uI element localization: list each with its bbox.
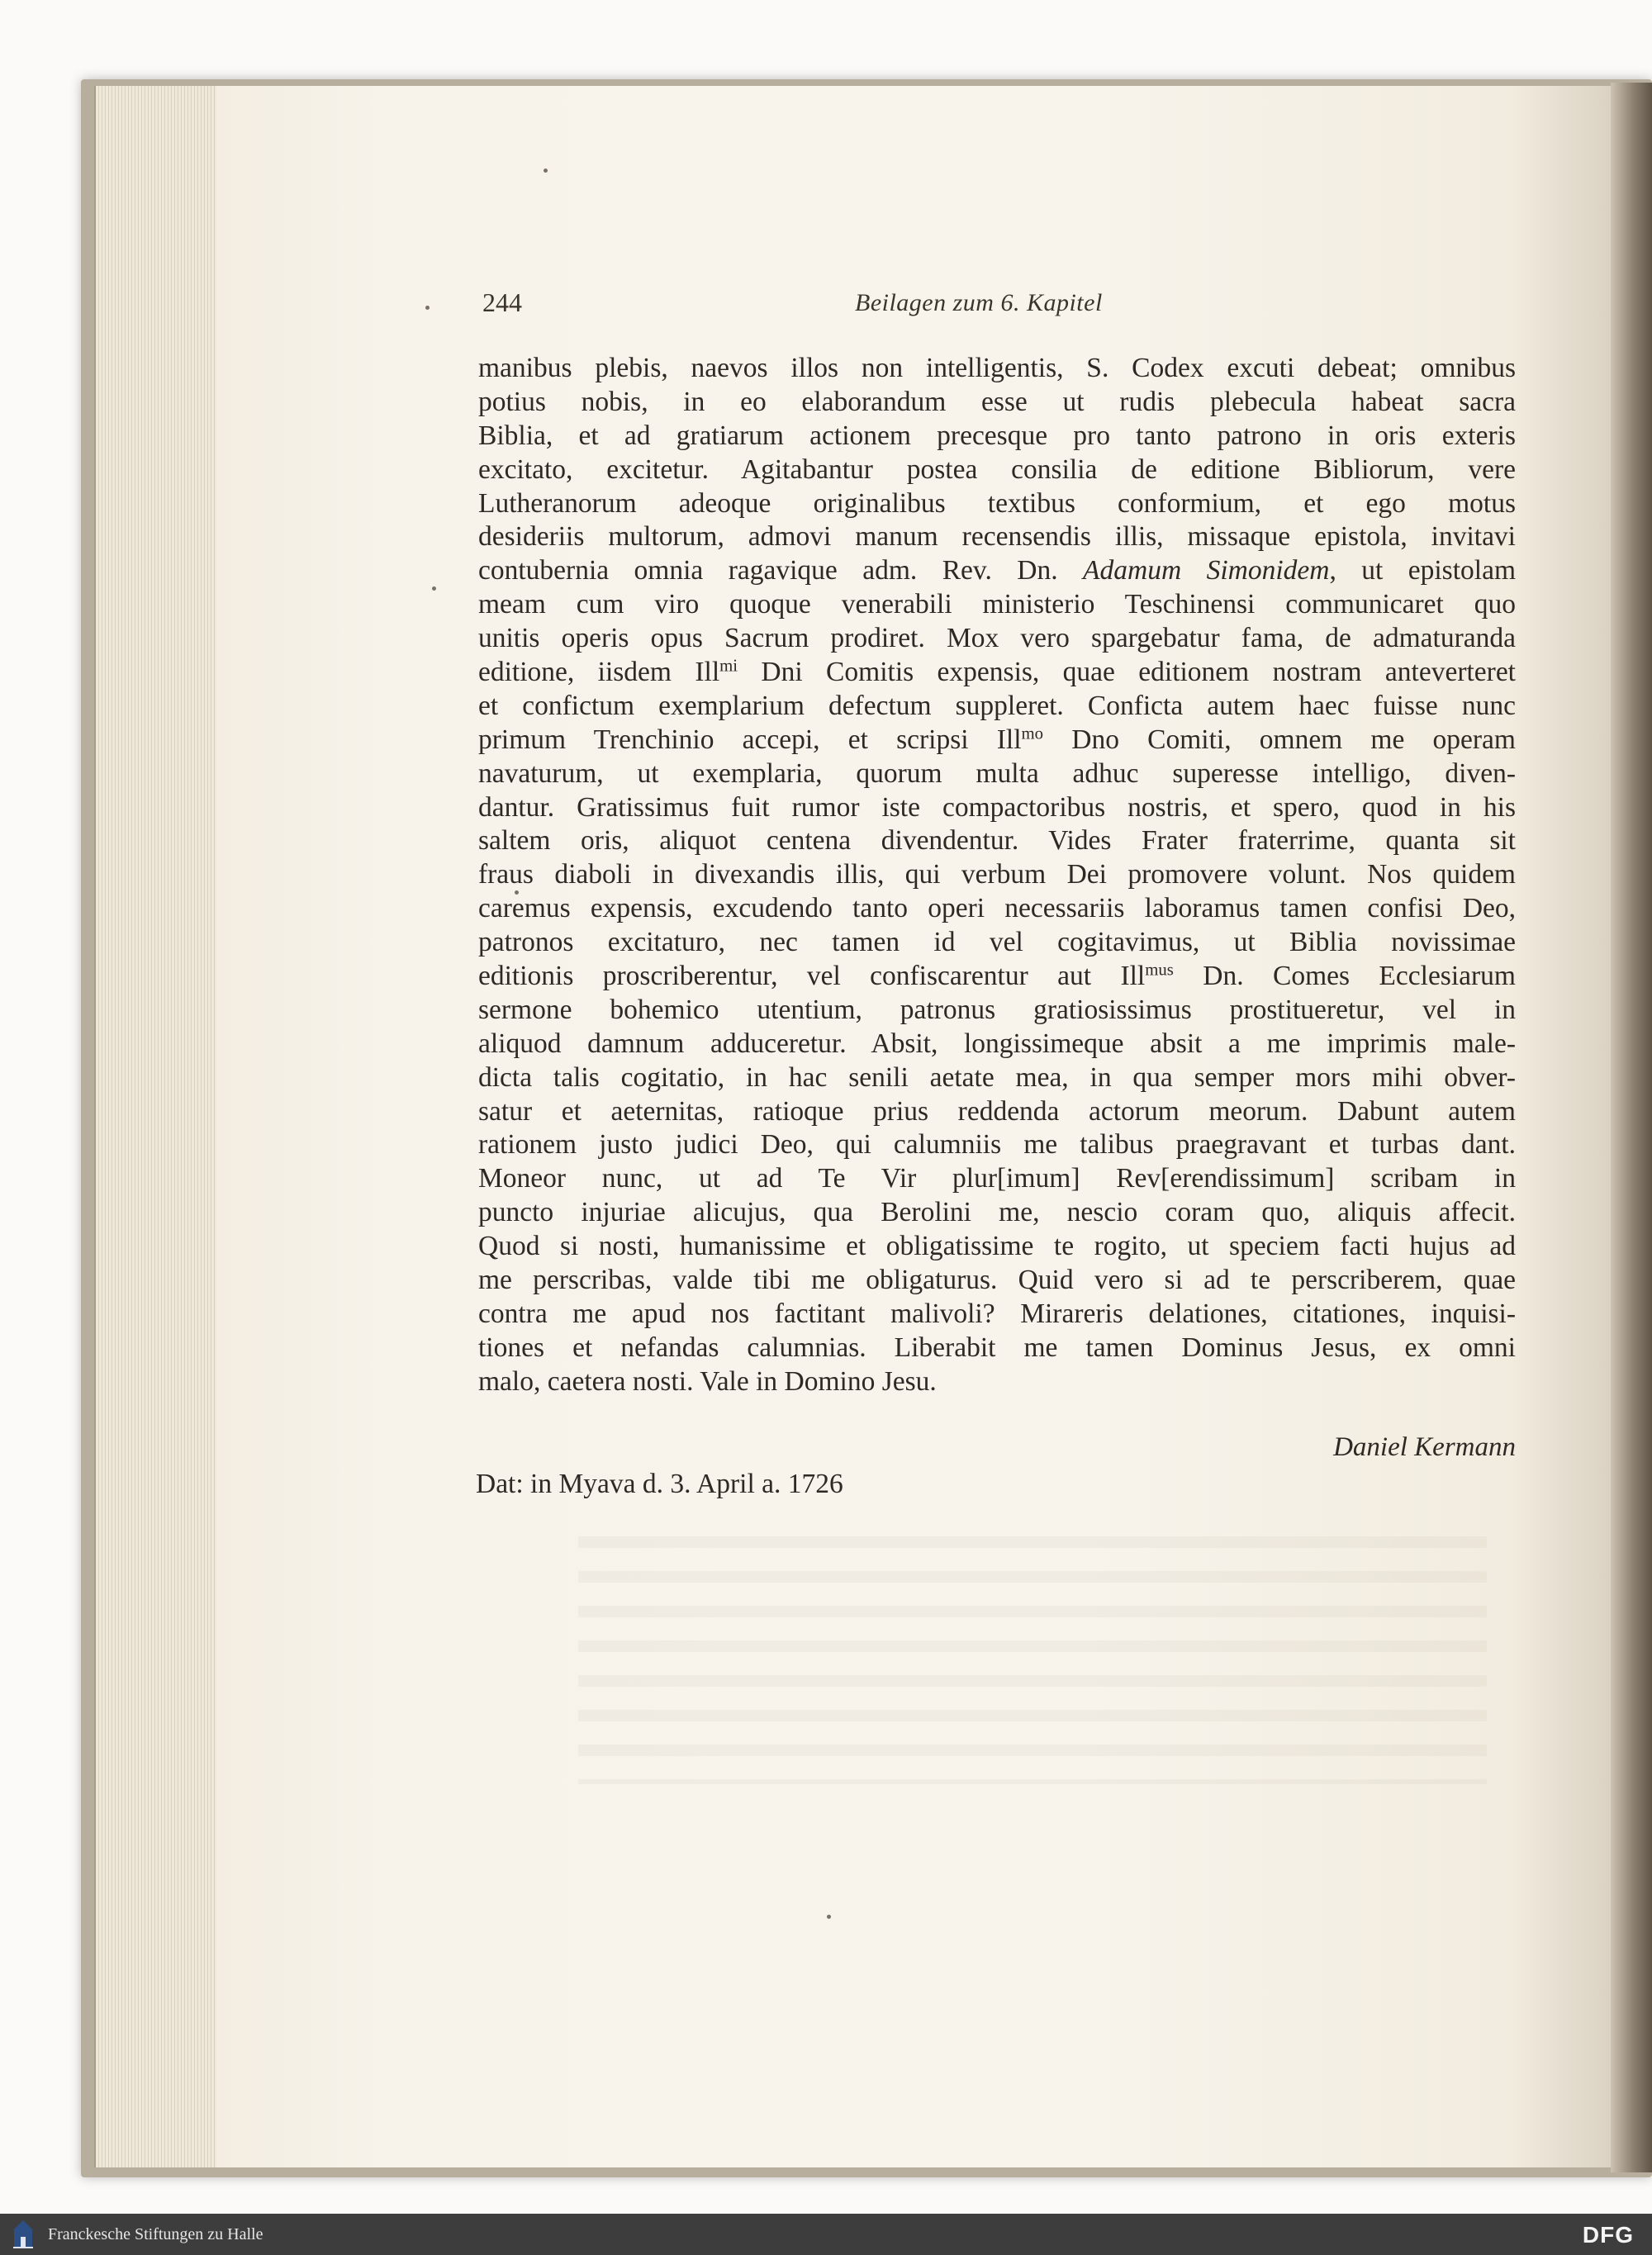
text-segment: unitis operis opus Sacrum prodiret. Mox vero spargebatur fama, de admaturanda — [478, 623, 1516, 654]
paper-speck — [432, 586, 436, 591]
text-segment: contra me apud nos factitant malivoli? Mirareris delationes, citationes, inquisi- — [478, 1298, 1516, 1329]
text-line — [478, 1028, 1516, 1061]
text-line — [478, 520, 1516, 554]
text-segment: Quod si nosti, humanissime et obligatissime te rogito, ut speciem facti hujus ad — [478, 1231, 1516, 1262]
text-line — [478, 824, 1516, 858]
text-line — [478, 352, 1516, 386]
superscript: mo — [1021, 724, 1044, 743]
viewer-footer-bar — [0, 2214, 1652, 2255]
institution-emblem-icon — [12, 2219, 35, 2250]
text-line — [478, 1061, 1516, 1095]
show-through-text — [578, 1536, 1487, 1784]
text-line — [478, 1196, 1516, 1230]
text-segment: primum Trenchinio accepi, et scripsi Ill — [478, 724, 1022, 755]
text-segment: Dni Comitis expensis, quae editionem nostram anteverteret — [738, 657, 1516, 688]
text-segment: manibus plebis, naevos illos non intelligentis, S. Codex excuti debeat; omnibus — [478, 353, 1516, 383]
paper-speck — [425, 306, 430, 310]
superscript: mus — [1145, 960, 1174, 980]
text-segment: desideriis multorum, admovi manum recensendis illis, missaque epistola, invitavi — [478, 521, 1516, 553]
page-edges — [94, 86, 218, 2167]
dfg-logo: DFG — [1582, 2222, 1634, 2248]
book-gutter — [1611, 83, 1652, 2172]
text-line — [478, 487, 1516, 521]
text-segment: editionis proscriberentur, vel confiscarentur aut Ill — [478, 961, 1146, 992]
text-line — [478, 1095, 1516, 1129]
text-line — [478, 588, 1516, 622]
running-head — [477, 287, 1346, 329]
letter-body — [478, 352, 1516, 1399]
text-segment: Lutheranorum adeoque originalibus textibus conformium, et ego motus — [478, 487, 1516, 519]
text-segment: dicta talis cogitatio, in hac senili aetate mea, in qua semper mors mihi obver- — [478, 1061, 1516, 1093]
text-segment: saltem oris, aliquot centena divendentur. Vides Frater fraterrime, quanta sit — [478, 825, 1516, 857]
text-line — [478, 960, 1516, 994]
text-line — [478, 1298, 1516, 1332]
text-line — [478, 1128, 1516, 1162]
text-segment: caremus expensis, excudendo tanto operi necessariis laboramus tamen confisi Deo, — [478, 893, 1516, 924]
text-segment: Moneor nunc, ut ad Te Vir plur[imum] Rev[erendissimum] scribam in — [478, 1163, 1516, 1194]
text-line — [478, 690, 1516, 724]
text-line — [478, 757, 1516, 791]
page-number: 244 — [482, 287, 522, 317]
text-line — [478, 622, 1516, 656]
text-line — [478, 1162, 1516, 1196]
text-line — [478, 858, 1516, 892]
text-line — [478, 1365, 1516, 1399]
text-segment: potius nobis, in eo elaborandum esse ut rudis plebecula habeat sacra — [478, 386, 1516, 417]
text-line — [478, 791, 1516, 825]
text-segment: contubernia omnia ragavique adm. Rev. Dn. — [478, 555, 1084, 586]
text-segment: sermone bohemico utentium, patronus gratiosissimus prostitueretur, vel in — [478, 994, 1516, 1025]
text-line — [478, 386, 1516, 420]
text-line — [478, 420, 1516, 453]
text-line — [478, 724, 1516, 757]
text-segment: editione, iisdem Ill — [478, 657, 720, 688]
text-segment: satur et aeternitas, ratioque prius reddenda actorum meorum. Dabunt autem — [478, 1095, 1516, 1127]
italic-name: Adamum Simonidem — [1083, 555, 1330, 586]
text-line — [478, 926, 1516, 960]
signature: Daniel Kermann — [1333, 1432, 1516, 1462]
text-segment: Dno Comiti, omnem me operam — [1043, 724, 1516, 755]
text-line — [478, 994, 1516, 1028]
text-segment: rationem justo judici Deo, qui calumniis me talibus praegravant et turbas dant. — [478, 1129, 1516, 1161]
text-segment: navaturum, ut exemplaria, quorum multa adhuc superesse intelligo, diven- — [478, 757, 1516, 789]
text-segment: puncto injuriae alicujus, qua Berolini me, nescio coram quo, aliquis affecit. — [478, 1197, 1516, 1228]
text-segment: et confictum exemplarium defectum suppleret. Conficta autem haec fuisse nunc — [478, 690, 1516, 721]
paper-speck — [827, 1915, 831, 1919]
paper-speck — [544, 169, 548, 173]
text-line — [478, 554, 1516, 588]
text-line — [478, 656, 1516, 690]
text-segment: , ut epistolam — [1329, 555, 1517, 586]
text-segment: meam cum viro quoque venerabili ministerio Teschinensi communicaret quo — [478, 589, 1516, 620]
text-line — [478, 1230, 1516, 1264]
text-segment: tiones et nefandas calumnias. Liberabit me tamen Dominus Jesus, ex omni — [478, 1332, 1516, 1363]
text-line — [478, 1332, 1516, 1365]
text-line — [478, 453, 1516, 487]
text-line — [478, 892, 1516, 926]
dateline: Dat: in Myava d. 3. April a. 1726 — [476, 1469, 843, 1499]
text-segment: Biblia, et ad gratiarum actionem precesque pro tanto patrono in oris exteris — [478, 420, 1516, 451]
superscript: mi — [719, 656, 738, 676]
text-segment: fraus diaboli in divexandis illis, qui verbum Dei promovere volunt. Nos quidem — [478, 859, 1516, 890]
text-segment: excitato, excitetur. Agitabantur postea consilia de editione Bibliorum, vere — [478, 453, 1516, 485]
chapter-heading: Beilagen zum 6. Kapitel — [855, 289, 1103, 316]
text-segment: malo, caetera nosti. Vale in Domino Jesu. — [478, 1365, 937, 1397]
text-segment: dantur. Gratissimus fuit rumor iste compactoribus nostris, et spero, quod in his — [478, 791, 1516, 823]
institution-name: Franckesche Stiftungen zu Halle — [48, 2225, 263, 2243]
text-segment: me perscribas, valde tibi me obligaturus. Quid vero si ad te perscriberem, quae — [478, 1265, 1516, 1296]
text-segment: patronos excitaturo, nec tamen id vel cogitavimus, ut Biblia novissimae — [478, 927, 1516, 958]
text-segment: Dn. Comes Ecclesiarum — [1173, 961, 1516, 992]
text-segment: aliquod damnum adduceretur. Absit, longissimeque absit a me imprimis male- — [478, 1028, 1516, 1059]
text-line — [478, 1264, 1516, 1298]
